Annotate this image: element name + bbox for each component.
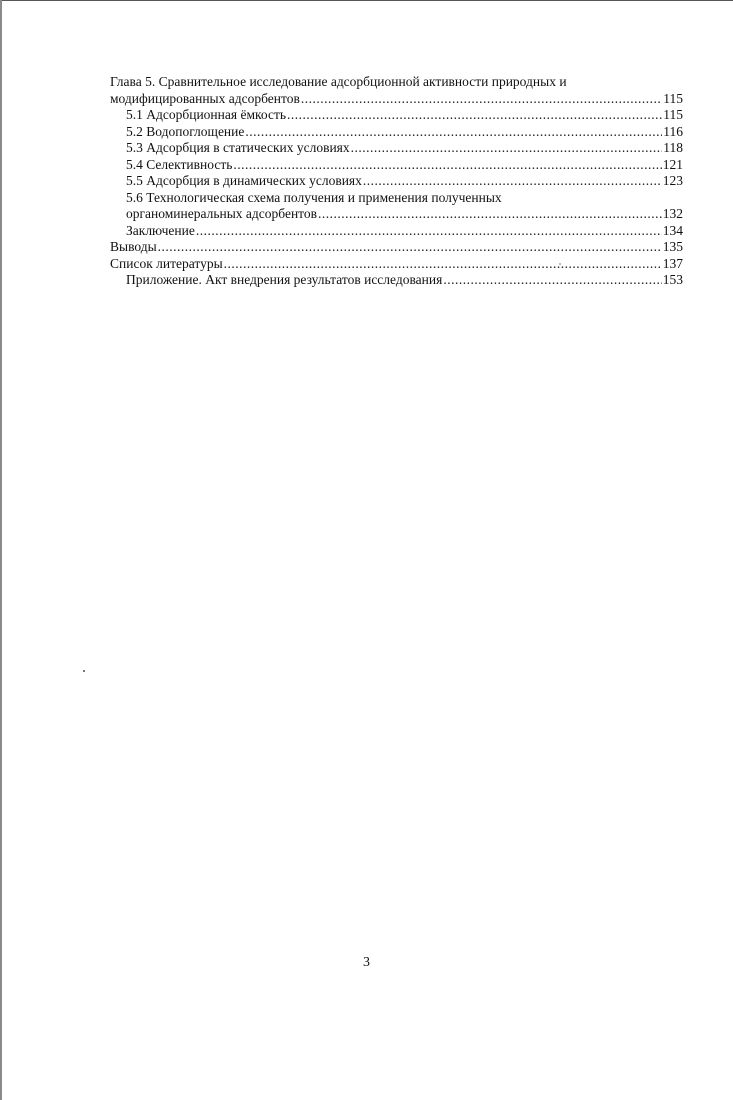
toc-entry-label: Заключение: [126, 222, 195, 238]
toc-entry-label: 5.4 Селективность: [126, 156, 233, 172]
toc-leader-dots: [363, 173, 662, 190]
toc-entry-label: 5.5 Адсорбция в динамических условиях: [126, 173, 362, 188]
scan-speck: [83, 670, 85, 672]
toc-page-number: 135: [662, 239, 683, 254]
toc-leader-dots: [233, 157, 661, 174]
toc-page-number: 115: [663, 107, 683, 122]
toc-entry-label: органоминеральных адсорбентов: [126, 206, 318, 221]
toc-chapter5-heading-line1: [110, 74, 683, 91]
toc-page-number: 121: [662, 156, 683, 172]
toc-entry-label: Приложение. Акт внедрения результатов исследования: [126, 272, 443, 287]
page-number: 3: [363, 955, 370, 970]
toc-leader-dots: [287, 107, 662, 124]
toc-entry-label: Выводы: [110, 239, 157, 254]
toc-entry-label: 5.3 Адсорбция в статических условиях: [126, 140, 350, 155]
toc-leader-dots: [351, 140, 663, 157]
toc-entry-5-5: [110, 173, 683, 190]
toc-entry-5-6-line1: [110, 190, 683, 207]
toc-entry-label: Список литературы: [110, 255, 223, 271]
toc-entry-appendix: [110, 272, 683, 289]
toc-page-number: 134: [662, 222, 683, 238]
toc-page-number: 115: [663, 90, 683, 106]
toc-page-number: 137: [662, 255, 683, 271]
toc-leader-dots: [318, 206, 662, 223]
table-of-contents: [110, 74, 683, 289]
toc-entry-5-2: [110, 124, 683, 141]
toc-page-number: 132: [662, 206, 683, 221]
toc-page-number: 118: [663, 140, 683, 155]
toc-entry-label: 5.6 Технологическая схема получения и применения полученных: [126, 189, 502, 205]
toc-entry-findings: [110, 239, 683, 256]
toc-entry-label: модифицированных адсорбентов: [110, 90, 300, 106]
toc-leader-dots: [158, 239, 662, 256]
toc-entry-5-1: [110, 107, 683, 124]
toc-entry-label: 5.1 Адсорбционная ёмкость: [126, 107, 286, 122]
toc-entry-label: 5.2 Водопоглощение: [126, 123, 245, 139]
toc-entry-label: Глава 5. Сравнительное исследование адсорбционной активности природных и: [110, 74, 567, 89]
toc-entry-5-4: [110, 157, 683, 174]
scan-border-left: [0, 0, 2, 1100]
toc-leader-dots: [301, 91, 662, 108]
toc-chapter5-heading-line2: [110, 91, 683, 108]
toc-page-number: 153: [662, 272, 683, 287]
toc-page-number: 116: [663, 123, 683, 139]
toc-leader-dots: [245, 124, 662, 141]
toc-page-number: 123: [662, 173, 683, 188]
toc-leader-dots: [196, 223, 662, 240]
toc-entry-5-6-line2: [110, 206, 683, 223]
toc-entry-conclusion: [110, 223, 683, 240]
scan-border-top: [0, 0, 733, 1]
toc-entry-5-3: [110, 140, 683, 157]
toc-leader-dots: [224, 256, 662, 273]
toc-entry-references: [110, 256, 683, 273]
toc-leader-dots: [443, 272, 661, 289]
